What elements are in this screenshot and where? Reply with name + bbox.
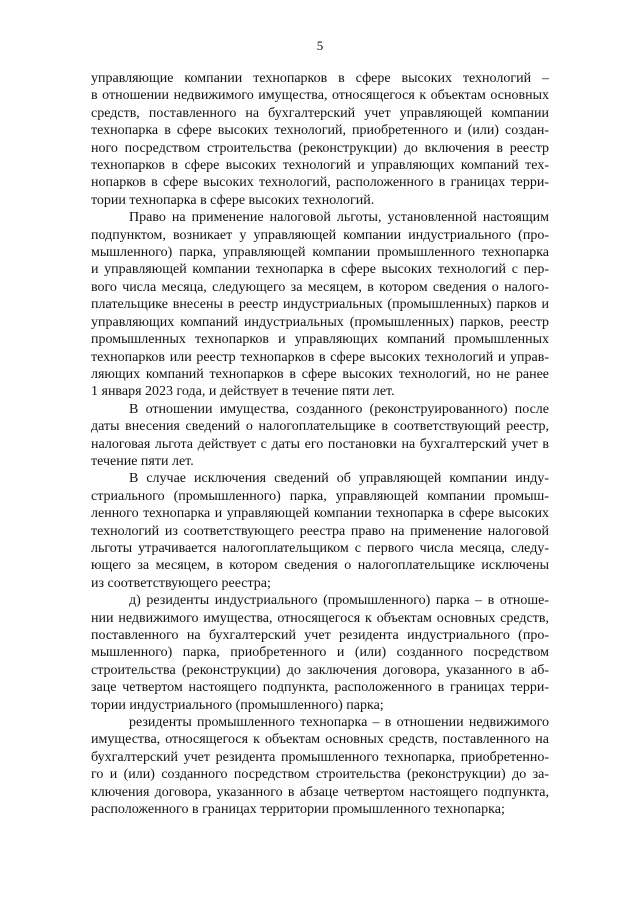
paragraph-5 <box>91 592 549 714</box>
text-line: тории технопарка в сфере высоких технологий. <box>91 192 375 208</box>
text-line: плательщике внесены в реестр индустриальных (промышленных) парков и <box>91 297 549 313</box>
text-line: ющего за месяцем, в котором сведения о налогоплательщике исключены <box>91 558 549 574</box>
text-line: го и (или) созданного посредством строительства (реконструкции) до за- <box>91 767 549 783</box>
text-line: 1 января 2023 года, и действует в течение пяти лет. <box>91 384 395 400</box>
text-line: технопарка в сфере высоких технологий, приобретенного и (или) создан- <box>91 123 549 139</box>
text-line: поставленного на бухгалтерский учет резидента индустриального (про- <box>91 628 549 643</box>
text-line: заце четвертом настоящего подпункта, расположенного в границах терри- <box>91 680 549 696</box>
text-line: течение пяти лет. <box>91 453 194 469</box>
text-line: бухгалтерский учет резидента промышленного технопарка, приобретенно- <box>91 749 549 765</box>
text-line: ленного технопарка и управляющей компании технопарка в сфере высоких <box>91 506 549 522</box>
text-line: тории индустриального (промышленного) парка; <box>91 697 384 713</box>
text-line: Право на применение налоговой льготы, установленной настоящим <box>129 210 549 226</box>
text-line: промышленных технопарков и управляющих компаний промышленных <box>91 332 549 348</box>
text-line: подпунктом, возникает у управляющей компании индустриального (про- <box>91 227 549 243</box>
text-line: ляющих компаний технопарков в сфере высоких технологий, но не ранее <box>91 366 549 382</box>
text-line: В случае исключения сведений об управляющей компании инду- <box>129 471 549 487</box>
text-line: технологий из соответствующего реестра право на применение налоговой <box>91 523 549 539</box>
text-line: В отношении имущества, созданного (реконструированного) после <box>129 401 549 417</box>
text-line: мышленного) парка, приобретенного и (или) созданного посредством <box>91 645 549 661</box>
text-line: расположенного в границах территории промышленного технопарка; <box>91 802 505 818</box>
text-line: мышленного) парка, управляющей компании промышленного технопарка <box>91 245 549 261</box>
text-line: резиденты промышленного технопарка – в отношении недвижимого <box>129 715 549 731</box>
text-line: льготы утрачивается налогоплательщиком с первого числа месяца, следу- <box>91 540 549 556</box>
text-line: ного посредством строительства (реконструкции) до включения в реестр <box>91 140 549 156</box>
text-line: д) резиденты индустриального (промышленного) парка – в отноше- <box>129 593 549 609</box>
paragraph-4 <box>91 470 549 592</box>
text-line: ключения договора, указанного в абзаце четвертом настоящего подпункта, <box>91 784 549 800</box>
paragraph-2 <box>91 209 549 400</box>
text-line: и управляющей компании технопарка в сфере высоких технологий с пер- <box>91 262 549 278</box>
text-line: управляющие компании технопарков в сфере высоких технологий – <box>91 71 549 86</box>
text-line: имущества, относящегося к объектам основных средств, поставленного на <box>91 732 549 748</box>
paragraph-1 <box>91 70 549 209</box>
text-line: стриального (промышленного) парка, управляющей компании промыш- <box>91 488 549 504</box>
document-body <box>91 70 549 818</box>
text-line: нии недвижимого имущества, относящегося к объектам основных средств, <box>91 610 549 626</box>
text-line: строительства (реконструкции) до заключения договора, указанного в аб- <box>91 662 549 678</box>
text-line: вого числа месяца, следующего за месяцем, в котором сведения о налого- <box>91 279 549 295</box>
text-line: нопарков в сфере высоких технологий, расположенного в границах терри- <box>91 175 549 191</box>
text-line: технопарков или реестр технопарков в сфере высоких технологий и управ- <box>91 349 549 365</box>
paragraph-6 <box>91 714 549 818</box>
text-line: технопарков в сфере высоких технологий и управляющих компаний тех- <box>91 158 549 174</box>
text-line: средств, поставленного на бухгалтерский учет управляющей компании <box>91 105 549 121</box>
text-line: налоговая льгота действует с даты его постановки на бухгалтерский учет в <box>91 436 549 452</box>
text-line: из соответствующего реестра; <box>91 575 271 591</box>
page-number: 5 <box>316 38 324 53</box>
text-line: в отношении недвижимого имущества, относящегося к объектам основных <box>91 88 549 104</box>
paragraph-3 <box>91 401 549 471</box>
text-line: управляющих компаний индустриальных (промышленных) парков, реестр <box>91 314 549 330</box>
text-line: даты внесения сведений о налогоплательщике в соответствующий реестр, <box>91 419 549 435</box>
